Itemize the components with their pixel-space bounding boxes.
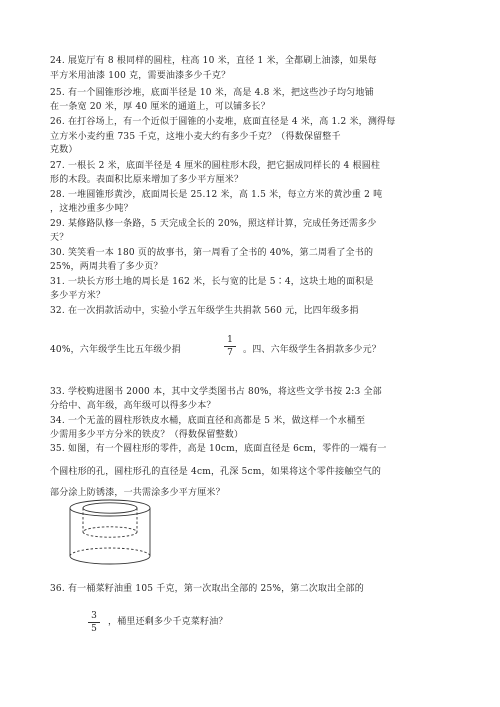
outer-bottom-back-arc	[70, 548, 150, 556]
problem-25-line-1: 25. 有一个圆锥形沙堆，底面半径是 10 米，高是 4.8 米，把这些沙子均匀地铺	[50, 88, 374, 98]
problem-26-line-2: 立方米小麦约重 735 千克，这堆小麦大约有多少千克？（得数保留整千	[50, 132, 341, 142]
problem-26-line-1: 26. 在打谷场上，有一个近似于圆锥的小麦堆，底面直径是 4 米，高 1.2 米，测得每	[50, 117, 396, 127]
problem-30-line-2: 25%，两周共看了多少页？	[50, 262, 163, 272]
problem-35-line-1: 35. 如图，有一个圆柱形的零件，高是 10cm，底面直径是 6cm，零件的一端有一	[50, 444, 387, 454]
problem-36-fraction	[87, 611, 101, 634]
problem-32-line-1: 32. 在一次捐款活动中，实验小学五年级学生共捐款 560 元，比四年级多捐	[50, 306, 359, 316]
problem-30-line-1: 30. 笑笑看一本 180 页的故事书，第一周看了全书的 40%，第二周看了全书的	[50, 248, 374, 258]
problem-33-line-1: 33. 学校购进图书 2000 本，其中文学类图书占 80%，将这些文学书按 2:3 全部	[50, 387, 382, 397]
problem-33-line-2: 分给中、高年级，高年级可以得多少本？	[50, 401, 216, 411]
problem-24-line-1: 24. 展览厅有 8 根同样的圆柱，柱高 10 米，直径 1 米，全都刷上油漆，如果每	[50, 56, 377, 66]
problem-36-line-2: ，桶里还剩多少千克菜籽油？	[108, 617, 228, 627]
outer-bottom-front-arc	[70, 556, 150, 564]
fraction-denominator: 5	[91, 624, 97, 634]
problem-25-line-2: 在一条宽 20 米，厚 40 厘米的通道上，可以铺多长？	[50, 102, 270, 112]
hole-top-ellipse	[83, 503, 137, 513]
problem-28-line-2: ，这堆沙重多少吨？	[50, 204, 133, 214]
fraction-denominator: 7	[227, 348, 233, 358]
problem-32-line-2-after: 。四、六年级学生各捐款多少元？	[243, 345, 382, 355]
problem-31-line-2: 多少平方米？	[50, 291, 106, 301]
problem-26-line-3: 克数）	[50, 145, 78, 155]
problem-32-line-2-before: 40%，六年级学生比五年级少捐	[50, 345, 182, 355]
problem-24-line-2: 平方米用油漆 100 克，需要油漆多少千克？	[50, 71, 231, 81]
problem-34-line-2: 少需用多少平方分米的铁皮？（得数保留整数）	[50, 430, 244, 440]
problem-29-line-2: 天？	[50, 233, 69, 243]
problem-35-line-2: 个圆柱形的孔，圆柱形孔的直径是 4cm，孔深 5cm，如果将这个零件接触空气的	[50, 467, 382, 477]
problem-28-line-1: 28. 一堆圆锥形黄沙，底面周长是 25.12 米，高 1.5 米，每立方米的黄沙重 2 吨	[50, 190, 383, 200]
problem-36-line-1: 36. 有一桶菜籽油重 105 千克，第一次取出全部的 25%，第二次取出全部的	[50, 584, 364, 594]
fraction-bar	[88, 622, 100, 623]
problem-27-line-2: 形的木段。表面积比原来增加了多少平方厘米？	[50, 175, 244, 185]
problem-32-fraction	[223, 335, 237, 358]
problem-29-line-1: 29. 某修路队修一条路，5 天完成全长的 20%，照这样计算，完成任务还需多少	[50, 219, 377, 229]
problem-34-line-1: 34. 一个无盖的圆柱形铁皮水桶，底面直径和高都是 5 米，做这样一个水桶至	[50, 416, 366, 426]
fraction-numerator: 1	[227, 335, 233, 345]
problem-35-line-3: 部分涂上防锈漆，一共需涂多少平方厘米？	[50, 488, 225, 498]
problem-31-line-1: 31. 一块长方形土地的周长是 162 米，长与宽的比是 5∶4，这块土地的面积是	[50, 277, 374, 287]
fraction-numerator: 3	[91, 611, 97, 621]
fraction-bar	[224, 346, 236, 347]
problem-27-line-1: 27. 一根长 2 米，底面半径是 4 厘米的圆柱形木段，把它据成同样长的 4 根圆柱	[50, 161, 381, 171]
hole-bottom-ellipse	[83, 527, 137, 537]
cylinder-part-figure	[60, 490, 160, 570]
